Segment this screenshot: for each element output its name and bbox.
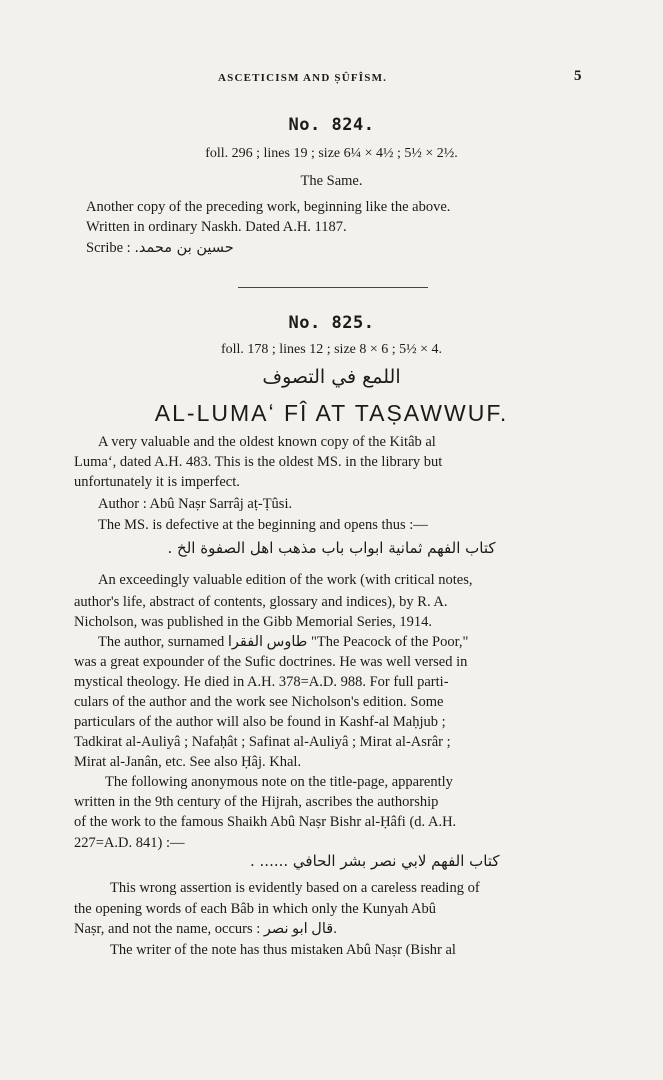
body-line: The MS. is defective at the beginning and opens thus :— xyxy=(98,517,428,533)
body-line: of the work to the famous Shaikh Abû Naṣr Bishr al-Ḥâfi (d. A.H. xyxy=(74,814,457,830)
body-line: author's life, abstract of contents, glossary and indices), by R. A. xyxy=(74,594,448,610)
body-line: This wrong assertion is evidently based on a careless reading of xyxy=(110,880,480,896)
body-line: particulars of the author will also be found in Kashf-al Maḥjub ; xyxy=(74,714,446,730)
body-line: The following anonymous note on the title-page, apparently xyxy=(105,774,453,790)
body-line: culars of the author and the work see Nicholson's edition. Some xyxy=(74,694,444,710)
entry-824-line: Written in ordinary Naskh. Dated A.H. 1187. xyxy=(86,219,347,235)
body-line: Mirat al-Janân, etc. See also Ḥâj. Khal. xyxy=(74,754,302,770)
body-line: the opening words of each Bâb in which only the Kunyah Abû xyxy=(74,901,437,917)
scribe-label: Scribe : xyxy=(86,240,131,256)
body-line: Author : Abû Naṣr Sarrâj aṭ-Ṭûsi. xyxy=(98,496,293,512)
page-number: 5 xyxy=(574,68,582,84)
entry-824-subtitle: The Same. xyxy=(300,173,363,189)
body-line: mystical theology. He died in A.H. 378=A.D. 988. For full parti- xyxy=(74,674,449,690)
entry-825-title: AL-LUMAʻ FÎ AT TAṢAWWUF. xyxy=(154,400,509,426)
section-divider xyxy=(238,287,428,288)
body-line: Tadkirat al-Auliyâ ; Nafaḥât ; Safinat al-Auliyâ ; Mirat al-Asrâr ; xyxy=(74,734,451,750)
entry-825-arabic-title: اللمع في التصوف xyxy=(262,366,401,388)
body-line: written in the 9th century of the Hijrah, ascribes the authorship xyxy=(74,794,439,810)
body-line: was a great expounder of the Sufic doctrines. He was well versed in xyxy=(74,654,468,670)
body-line: Lumaʻ, dated A.H. 483. This is the oldest MS. in the library but xyxy=(74,454,443,470)
body-line: The writer of the note has thus mistaken Abû Naṣr (Bishr al xyxy=(110,942,456,958)
entry-825-number: No. 825. xyxy=(288,313,375,333)
body-line: 227=A.D. 841) :— xyxy=(74,835,185,851)
arabic-quote: كتاب الفهم ثمانية ابواب باب مذهب اهل الصفوة الخ . xyxy=(167,539,496,557)
entry-824-line: Another copy of the preceding work, beginning like the above. xyxy=(86,199,451,215)
entry-824-scribe xyxy=(86,240,234,257)
entry-824-number: No. 824. xyxy=(288,115,375,135)
body-line: The author, surnamed طاوس الفقرا "The Peacock of the Poor," xyxy=(98,634,469,650)
body-line: Naṣr, and not the name, occurs : قال ابو نصر. xyxy=(74,921,337,937)
body-line: Nicholson, was published in the Gibb Memorial Series, 1914. xyxy=(74,614,433,630)
arabic-note: كتاب الفهم لابي نصر بشر الحافي ...... . xyxy=(250,852,500,870)
entry-824-meta: foll. 296 ; lines 19 ; size 6¼ × 4½ ; 5½ × 2½. xyxy=(205,146,458,161)
running-head: ASCETICISM AND ṢÛFÎSM. xyxy=(218,72,388,84)
entry-825-meta: foll. 178 ; lines 12 ; size 8 × 6 ; 5½ × 4. xyxy=(220,342,443,357)
body-line: An exceedingly valuable edition of the work (with critical notes, xyxy=(98,572,473,588)
body-line: A very valuable and the oldest known copy of the Kitâb al xyxy=(98,434,436,450)
body-line: unfortunately it is imperfect. xyxy=(74,474,240,490)
scribe-arabic: حسين بن محمد. xyxy=(134,240,234,256)
